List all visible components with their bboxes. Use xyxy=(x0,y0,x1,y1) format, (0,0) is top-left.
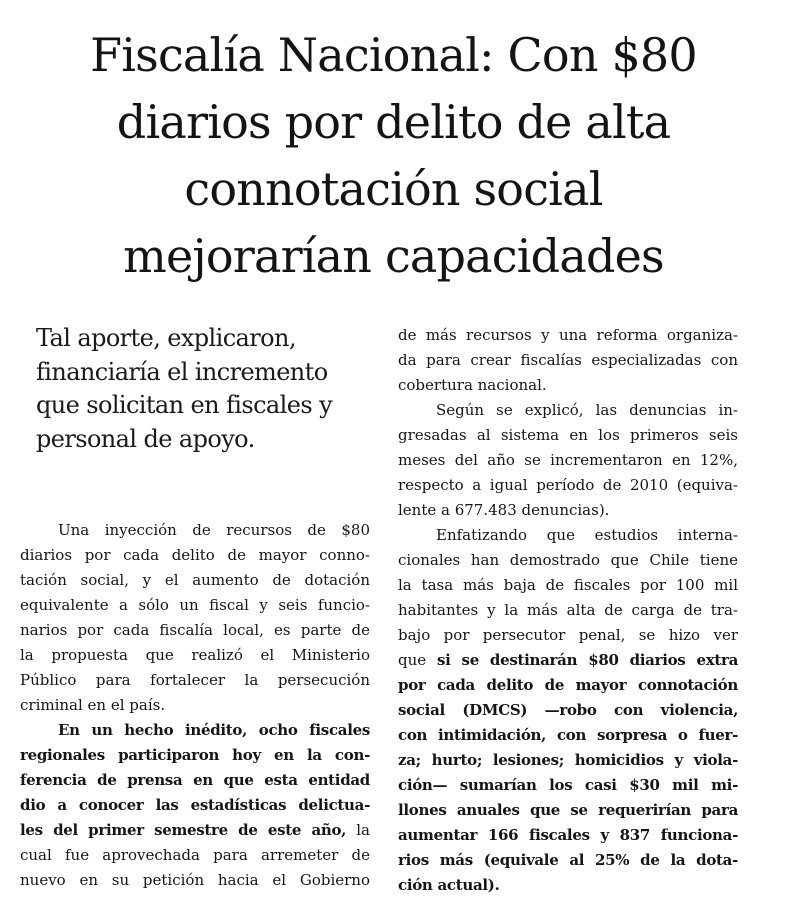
body-line: diarios por cada delito de mayor conno- xyxy=(20,546,370,564)
headline-line: connotación social xyxy=(184,162,603,216)
body-line: habitantes y la más alta de carga de tra- xyxy=(398,601,738,619)
body-line-bold: En un hecho inédito, ocho fiscales xyxy=(58,721,370,739)
left-column xyxy=(20,518,370,893)
body-line: nuevo en su petición hacia el Gobierno xyxy=(20,871,370,889)
body-line: la tasa más baja de fiscales por 100 mil xyxy=(398,576,738,594)
body-line-bold: ción actual). xyxy=(398,876,500,894)
deck-line: que solicitan en fiscales y xyxy=(36,391,333,419)
headline-line: diarios por delito de alta xyxy=(116,95,671,149)
body-line-bold: regionales participaron hoy en la con- xyxy=(20,746,370,764)
body-line-mixed xyxy=(20,818,370,843)
body-line-bold: ferencia de prensa en que esta entidad xyxy=(20,771,370,789)
body-line: equivalente a sólo un fiscal y seis funcio- xyxy=(20,596,370,614)
body-line-bold: llones anuales que se requerirían para xyxy=(398,801,738,819)
body-line: cual fue aprovechada para arremeter de xyxy=(20,846,370,864)
regular-run: la xyxy=(356,821,370,839)
body-line: Una inyección de recursos de $80 xyxy=(58,521,370,539)
right-column xyxy=(398,323,738,898)
bold-run: les del primer semestre de este año, xyxy=(20,821,347,839)
body-line: da para crear fiscalías especializadas con xyxy=(398,351,738,369)
headline xyxy=(10,22,777,290)
body-line: Según se explicó, las denuncias in- xyxy=(436,401,738,419)
body-line-bold: por cada delito de mayor connotación xyxy=(398,676,738,694)
body-line: respecto a igual período de 2010 (equiva- xyxy=(398,476,738,494)
body-line-bold: con intimidación, con sorpresa o fuer- xyxy=(398,726,738,744)
body-line-bold: rios más (equivale al 25% de la dota- xyxy=(398,851,738,869)
body-line: de más recursos y una reforma organiza- xyxy=(398,326,738,344)
body-line: meses del año se incrementaron en 12%, xyxy=(398,451,738,469)
body-line-mixed xyxy=(398,648,738,673)
body-line: la propuesta que realizó el Ministerio xyxy=(20,646,370,664)
headline-line: mejorarían capacidades xyxy=(123,229,664,283)
regular-run: que xyxy=(398,651,427,669)
body-line-bold: aumentar 166 fiscales y 837 funciona- xyxy=(398,826,738,844)
body-line: cobertura nacional. xyxy=(398,376,547,394)
deck-line: personal de apoyo. xyxy=(36,424,255,453)
body-line: gresadas al sistema en los primeros seis xyxy=(398,426,738,444)
bold-run: si se destinarán $80 diarios extra xyxy=(437,651,738,669)
deck-line: financiaría el incremento xyxy=(36,357,328,386)
headline-line: Fiscalía Nacional: Con $80 xyxy=(90,28,697,82)
deck-line: Tal aporte, explicaron, xyxy=(36,324,296,352)
body-line: bajo por persecutor penal, se hizo ver xyxy=(398,626,738,644)
body-line: criminal en el país. xyxy=(20,696,166,714)
body-line-bold: za; hurto; lesiones; homicidios y viola- xyxy=(398,751,738,769)
body-line: Público para fortalecer la persecución xyxy=(20,671,370,689)
body-line: lente a 677.483 denuncias). xyxy=(398,501,610,519)
body-line: cionales han demostrado que Chile tiene xyxy=(398,551,738,569)
body-line-bold: social (DMCS) —robo con violencia, xyxy=(398,701,738,719)
body-line: tación social, y el aumento de dotación xyxy=(20,571,370,589)
body-line: Enfatizando que estudios interna- xyxy=(436,526,738,544)
body-line: narios por cada fiscalía local, es parte de xyxy=(20,621,370,639)
body-line-bold: ción— sumarían los casi $30 mil mi- xyxy=(398,776,738,794)
body-line-bold: dio a conocer las estadísticas delictua- xyxy=(20,796,370,814)
deck-summary xyxy=(36,322,366,456)
